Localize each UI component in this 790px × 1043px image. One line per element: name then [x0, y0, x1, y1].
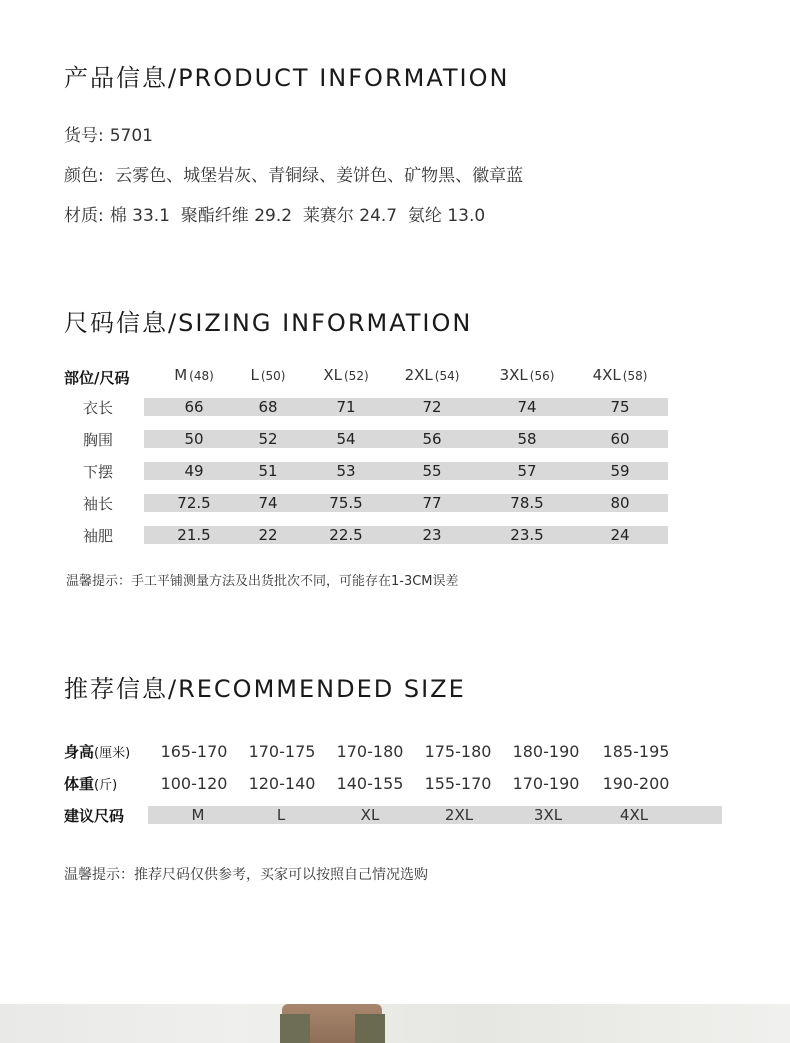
model-collar-left: [280, 1014, 310, 1043]
table-cell: 24: [610, 526, 630, 544]
size-name: 4XL: [592, 366, 621, 384]
sizing-note: 温馨提示：手工平铺测量方法及出货批次不同，可能存在1-3CM误差: [66, 574, 459, 589]
material-line: [64, 201, 491, 226]
size-number: (48): [189, 369, 214, 383]
table-row: [144, 430, 668, 448]
table-cell: 56: [422, 430, 442, 448]
size-name: 3XL: [499, 366, 528, 384]
table-row: [144, 462, 668, 480]
sizing-corner-label: 部位/尺码: [64, 369, 130, 387]
table-cell: 51: [258, 462, 278, 480]
table-cell: 23.5: [510, 526, 544, 544]
product-info-title: 产品信息/PRODUCT INFORMATION: [64, 64, 510, 92]
size-column-header: [251, 366, 286, 384]
table-cell: 72.5: [177, 494, 211, 512]
recommend-note: 温馨提示：推荐尺码仅供参考，买家可以按照自己情况选购: [64, 867, 428, 883]
suggested-size-value: 3XL: [533, 806, 563, 824]
weight-range: 140-155: [336, 774, 404, 793]
height-range: 170-175: [248, 742, 316, 761]
table-cell: 21.5: [177, 526, 211, 544]
sizing-row-label: 下摆: [82, 463, 113, 481]
weight-range: 120-140: [248, 774, 316, 793]
suggested-size-label: 建议尺码: [64, 807, 125, 825]
weight-range: 100-120: [160, 774, 228, 793]
table-cell: 78.5: [510, 494, 544, 512]
size-number: (52): [344, 369, 369, 383]
size-number: (56): [529, 369, 555, 383]
table-cell: 77: [422, 494, 442, 512]
height-label: [64, 741, 130, 762]
sizing-row-label: 袖肥: [82, 527, 113, 545]
weight-unit: (斤): [94, 778, 118, 793]
table-cell: 22.5: [329, 526, 363, 544]
sizing-row-label: 胸围: [82, 431, 113, 449]
item-number-value: 5701: [109, 126, 153, 146]
table-cell: 58: [517, 430, 537, 448]
height-range: 175-180: [424, 742, 492, 761]
table-cell: 55: [422, 462, 442, 480]
suggested-size-value: L: [276, 806, 286, 824]
colors-value: 云雾色、城堡岩灰、青铜绿、姜饼色、矿物黑、徽章蓝: [115, 166, 524, 186]
size-name: 2XL: [404, 366, 433, 384]
sizing-info-title: 尺码信息/SIZING INFORMATION: [64, 309, 473, 337]
height-range: 170-180: [336, 742, 404, 761]
size-name: XL: [323, 366, 342, 384]
size-column-header: [323, 366, 368, 384]
size-name: M: [174, 366, 188, 384]
table-cell: 49: [184, 462, 204, 480]
weight-label: [64, 773, 117, 794]
table-cell: 75.5: [329, 494, 363, 512]
size-number: (54): [434, 369, 460, 383]
model-photo: [0, 1004, 790, 1043]
table-cell: 74: [258, 494, 278, 512]
table-row: [144, 398, 668, 416]
table-cell: 80: [610, 494, 630, 512]
sizing-row-label: 衣长: [82, 399, 113, 417]
table-cell: 57: [517, 462, 537, 480]
colors-label: 颜色:: [64, 166, 104, 186]
suggested-size-value: M: [191, 806, 205, 824]
size-column-header: [500, 366, 555, 384]
item-number-line: [64, 121, 159, 146]
table-cell: 74: [517, 398, 537, 416]
size-number: (50): [260, 369, 286, 383]
table-row: [144, 494, 668, 512]
size-column-header: [174, 366, 214, 384]
model-collar-right: [355, 1014, 385, 1043]
table-cell: 68: [258, 398, 278, 416]
weight-range: 190-200: [602, 774, 670, 793]
table-cell: 66: [184, 398, 204, 416]
sizing-row-label: 袖长: [82, 495, 113, 513]
size-column-header: [405, 366, 460, 384]
table-cell: 72: [422, 398, 442, 416]
table-cell: 23: [422, 526, 442, 544]
table-cell: 54: [336, 430, 356, 448]
table-cell: 60: [610, 430, 630, 448]
table-cell: 75: [610, 398, 630, 416]
height-range: 185-195: [602, 742, 670, 761]
size-number: (58): [622, 369, 648, 383]
height-range: 165-170: [160, 742, 228, 761]
table-cell: 52: [258, 430, 278, 448]
colors-line: [64, 161, 529, 186]
table-cell: 71: [336, 398, 356, 416]
item-number-label: 货号:: [64, 126, 104, 146]
weight-label-text: 体重: [64, 775, 95, 793]
suggested-size-value: 2XL: [444, 806, 474, 824]
material-value: 棉 33.1 聚酯纤维 29.2 莱赛尔 24.7 氨纶 13.0: [109, 206, 486, 226]
table-cell: 50: [184, 430, 204, 448]
suggested-size-value: 4XL: [619, 806, 649, 824]
size-name: L: [250, 366, 259, 384]
size-column-header: [593, 366, 648, 384]
height-label-text: 身高: [64, 743, 95, 761]
table-cell: 53: [336, 462, 356, 480]
suggested-size-value: XL: [360, 806, 380, 824]
material-label: 材质:: [64, 206, 104, 226]
height-range: 180-190: [512, 742, 580, 761]
recommended-title: 推荐信息/RECOMMENDED SIZE: [64, 675, 466, 703]
table-cell: 59: [610, 462, 630, 480]
weight-range: 170-190: [512, 774, 580, 793]
table-cell: 22: [258, 526, 278, 544]
table-row: [144, 526, 668, 544]
weight-range: 155-170: [424, 774, 492, 793]
height-unit: (厘米): [94, 746, 131, 761]
